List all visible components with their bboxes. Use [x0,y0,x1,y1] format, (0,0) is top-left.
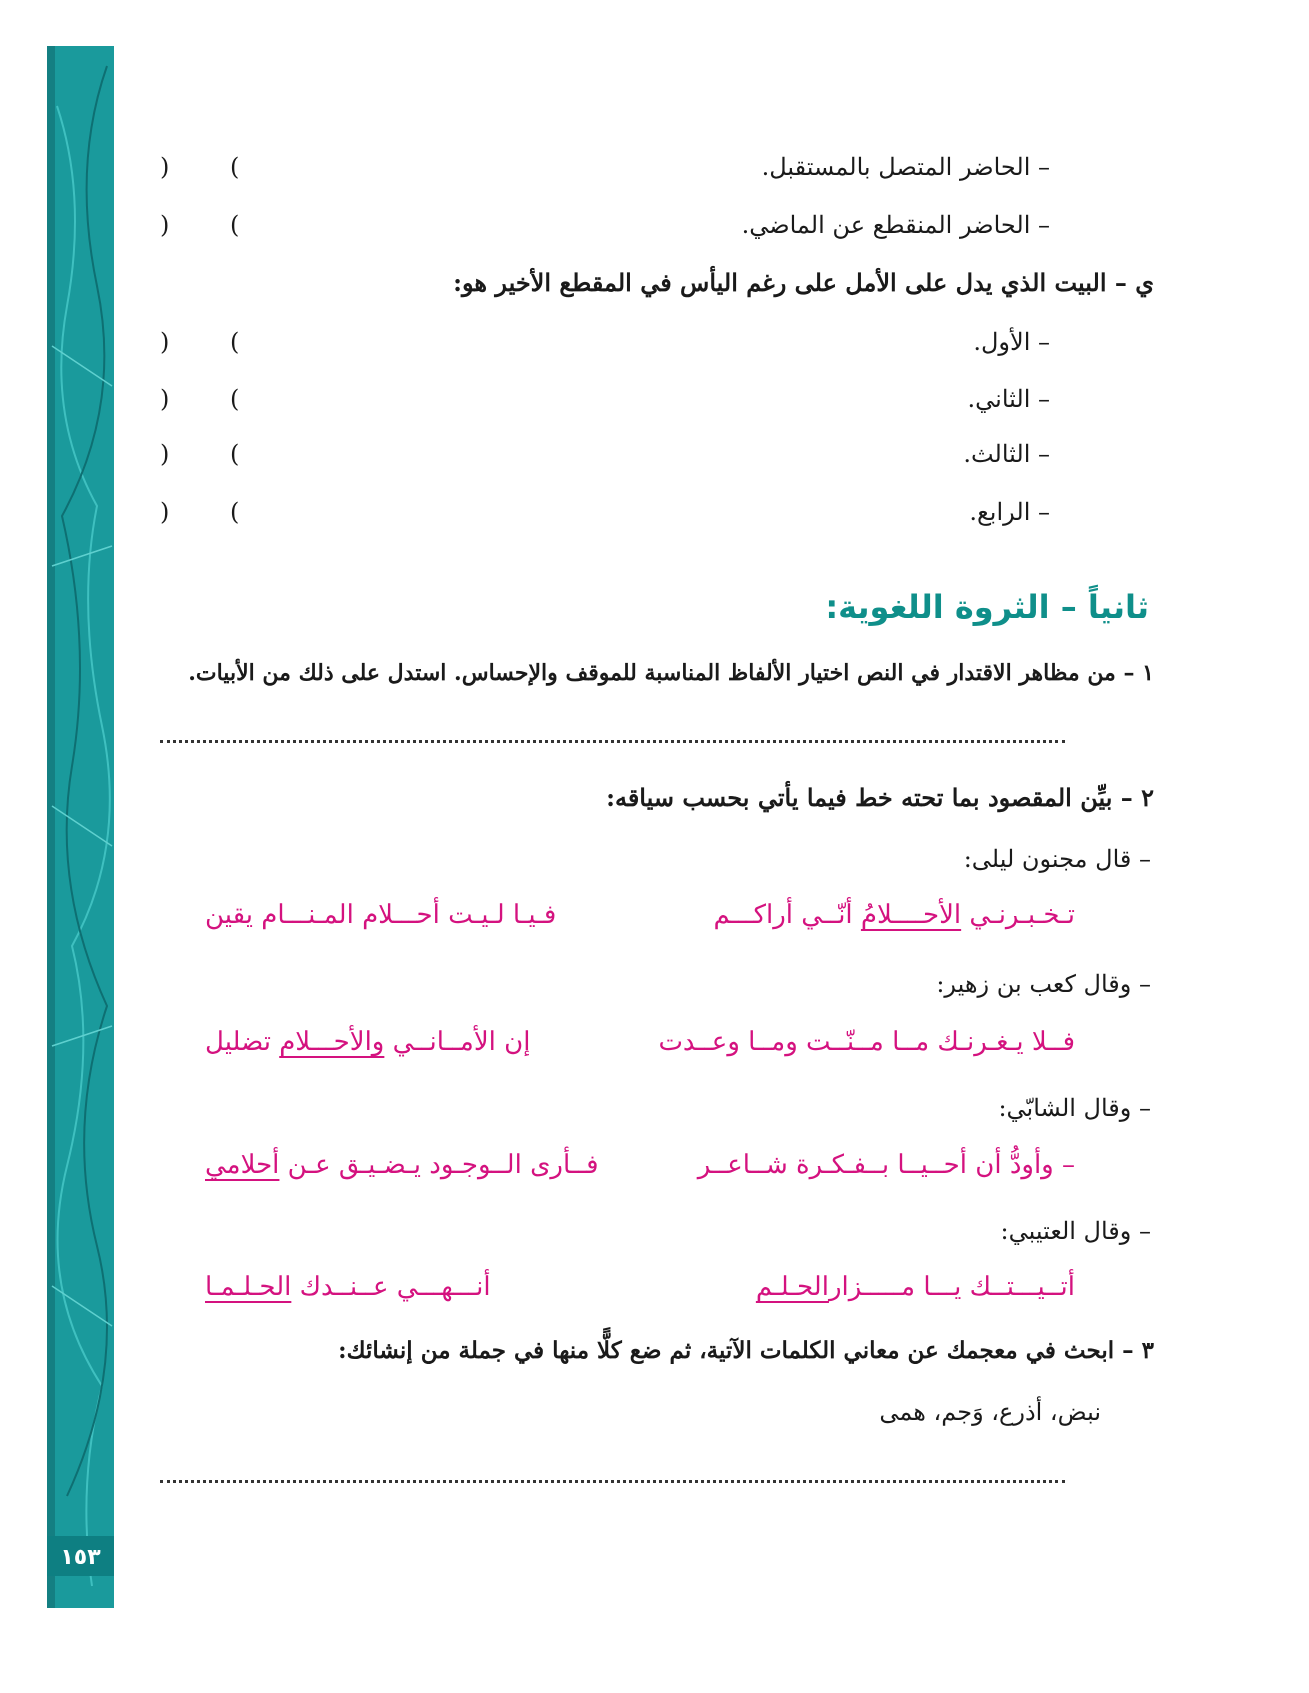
answer-paren-close: ) [160,498,170,526]
verse-intro-otaibi: – وقال العتيبي: [1000,1217,1151,1245]
choice-label: – الثاني. [967,385,1050,413]
verse-intro-shabbi: – وقال الشابّي: [998,1094,1151,1122]
word-list: نبض، أذرع، وَجم، همى [879,1398,1101,1426]
verse-first-half [756,1272,1075,1302]
section-heading: ثانياً – الثروة اللغوية: [825,588,1149,626]
page-number: ١٥٣ [60,1545,101,1570]
answer-paren-close: ) [160,211,170,239]
verse-text: فــأرى الــوجـود يـضـيـق عـن [279,1150,599,1180]
answer-paren-close: ) [160,440,170,468]
verse-second-half [205,1150,599,1180]
underlined-word: الحـلـمـا [205,1272,292,1302]
verse-text: أتــيـــتــك يـــا مـــــزار [828,1272,1075,1302]
verse-second-half [205,1027,530,1057]
choice-label: – الحاضر المتصل بالمستقبل. [761,153,1050,181]
choice-label: – الرابع. [969,498,1050,526]
question-3: ٣ – ابحث في معجمك عن معاني الكلمات الآتية، ثم ضع كلًّا منها في جملة من إنشائك: [338,1337,1154,1364]
question-2: ٢ – بيِّن المقصود بما تحته خط فيما يأتي بحسب سياقه: [606,783,1154,812]
answer-line-1[interactable] [160,740,1065,743]
verse-first-half: فــلا يـغـرنـك مــا مــنّــت ومــا وعــدت [658,1027,1075,1057]
answer-paren-close: ) [160,153,170,181]
choice-label: – الحاضر المنقطع عن الماضي. [741,211,1050,239]
verse-second-half [205,1272,491,1302]
verse-text: أنّــي أراكـــم [713,900,861,930]
verse-text: إن الأمــانــي [384,1027,531,1057]
underlined-word: الأحــــلامُ [860,900,962,930]
choice-present-connected-future [160,153,1050,197]
verse-second-half: فـيـا لـيـت أحـــلام المـنـــام يقين [205,900,557,930]
underlined-word: والأحـــلام [279,1027,385,1057]
underlined-word: الحـلـم [755,1272,829,1302]
verse-intro-kaab: – وقال كعب بن زهير: [936,970,1151,998]
answer-paren-open: ( [230,211,240,239]
underlined-word: أحلامي [205,1150,280,1180]
choice-first [160,328,1050,372]
choice-label: – الأول. [973,328,1050,356]
answer-paren-open: ( [230,153,240,181]
answer-paren-open: ( [230,440,240,468]
verse-first-half [713,900,1075,930]
question-y: ي – البيت الذي يدل على الأمل على رغم اليأس في المقطع الأخير هو: [453,268,1154,297]
question-1: ١ – من مظاهر الاقتدار في النص اختيار الألفاظ المناسبة للموقف والإحساس. استدل على ذلك من الأبيات. [188,660,1154,686]
answer-paren-close: ) [160,385,170,413]
verse-intro-majnun: – قال مجنون ليلى: [963,845,1151,873]
choice-present-cut-past [160,211,1050,255]
choice-third [160,440,1050,484]
answer-paren-open: ( [230,328,240,356]
verse-text: تـخـبـرنـي [961,900,1075,930]
verse-text: تضليل [205,1027,280,1057]
verse-text: أنـــهـــي عــنــدك [291,1272,491,1302]
answer-paren-open: ( [230,385,240,413]
decorative-side-strip [47,46,114,1608]
choice-second [160,385,1050,429]
verse-first-half: – وأودُّ أن أحــيــا بــفـكـرة شــاعــر [697,1150,1075,1180]
answer-paren-open: ( [230,498,240,526]
answer-line-3[interactable] [160,1480,1065,1483]
choice-label: – الثالث. [963,440,1050,468]
choice-fourth [160,498,1050,542]
answer-paren-close: ) [160,328,170,356]
